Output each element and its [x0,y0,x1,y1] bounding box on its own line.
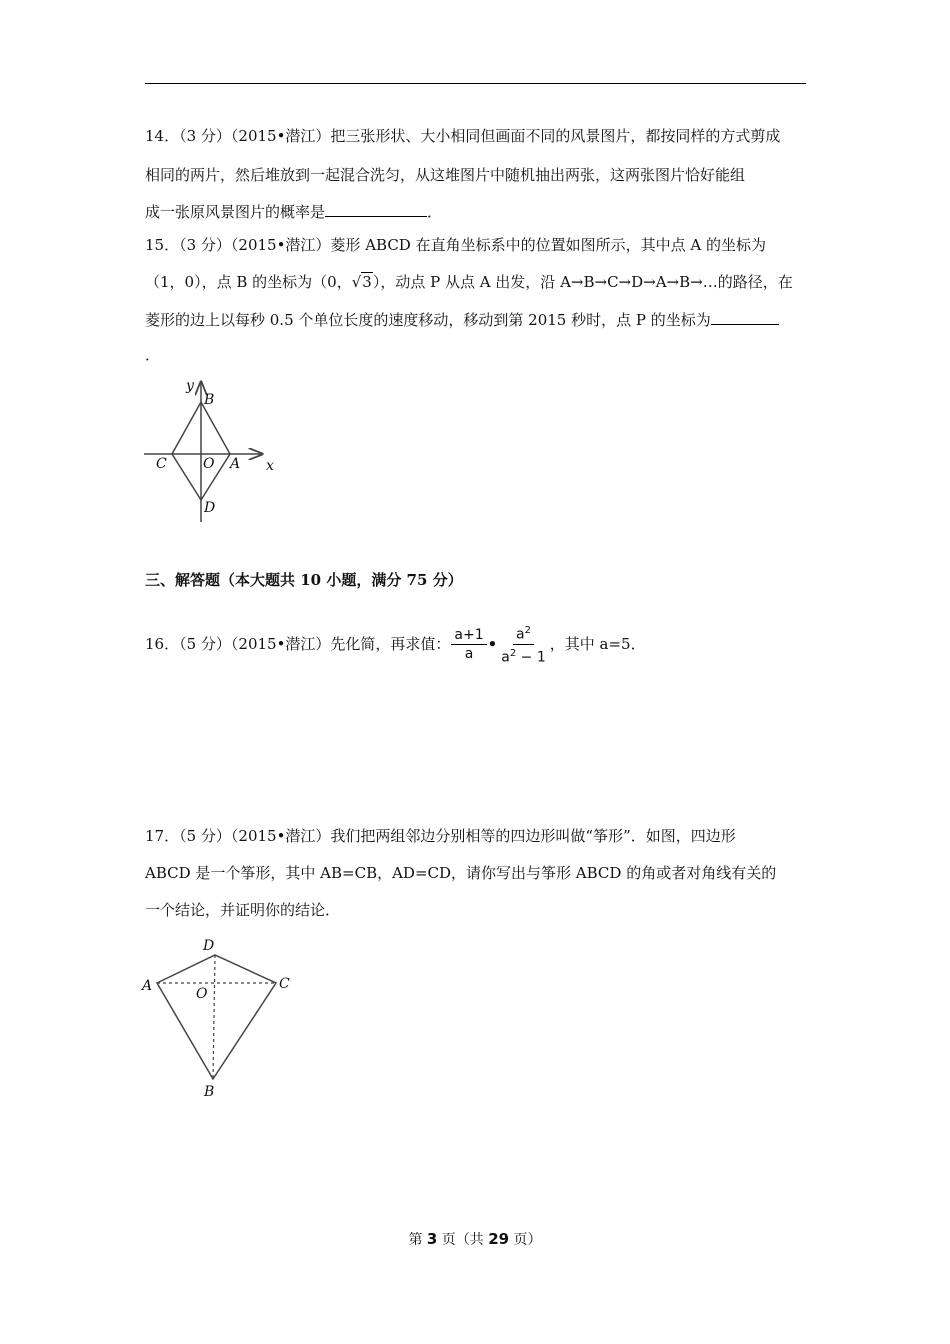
q14-line-3-text: 成一张原风景图片的概率是 [145,203,326,221]
q15-line-3-text: 菱形的边上以每秒 0.5 个单位长度的速度移动，移动到第 2015 秒时，点 P 的坐标为 [145,311,711,329]
q16-line [145,622,646,666]
q15-answer-blank[interactable] [711,310,779,325]
diagonal-bd [213,955,215,1079]
label-b: B [204,392,215,408]
label-b: B [204,1084,215,1100]
kite-abcd [157,955,276,1079]
sqrt-value: 3 [362,273,372,291]
total-pages: 29 [488,1230,510,1248]
q17-line-1: 17．（5 分）（2015•潜江）我们把两组邻边分别相等的四边形叫做“筝形”．如图，四边形 [145,827,736,845]
fraction-1-numerator: a+1 [451,626,486,645]
label-x: x [266,458,274,474]
section-heading: 三、解答题（本大题共 10 小题，满分 75 分） [145,571,463,589]
q16-suffix: ，其中 a=5． [549,635,646,654]
q15-line-3 [145,310,779,330]
fraction-1 [451,626,486,663]
footer-middle: 页（共 [437,1232,489,1248]
fraction-2-denominator: $a^2 - 1$ [501,647,546,666]
q15-line-2 [145,272,793,292]
q14-answer-blank[interactable] [325,202,427,217]
label-d: D [203,938,215,954]
label-d: D [204,500,216,516]
fraction-2 [498,622,549,666]
label-o: O [203,456,215,472]
q17-line-3: 一个结论，并证明你的结论． [145,901,341,919]
fraction-1-denominator: a [464,645,474,662]
q16-prefix: 16．（5 分）（2015•潜江）先化简，再求值： [145,635,451,654]
label-c: C [279,976,290,992]
q15-line-2-start: （1，0），点 B 的坐标为（0， [145,273,352,291]
sqrt-expression: √3 [351,273,372,291]
q14-line-3 [145,202,442,222]
label-a: A [230,456,241,472]
page-footer [0,1229,950,1249]
current-page-number: 3 [426,1230,438,1248]
q14-line-3-end: ． [427,203,443,221]
rhombus-figure [140,372,280,524]
header-rule [145,83,806,84]
label-c: C [156,456,167,472]
q17-line-2: ABCD 是一个筝形，其中 AB=CB，AD=CD，请你写出与筝形 ABCD 的角或者对角线有关的 [145,864,777,882]
fraction-2-numerator: $a^2$ [513,622,534,645]
label-o: O [196,986,208,1002]
multiply-dot: • [487,635,498,654]
q14-line-2: 相同的两片，然后堆放到一起混合洗匀，从这堆图片中随机抽出两张，这两张图片恰好能组 [145,166,746,184]
label-y: y [186,378,194,394]
q15-line-1: 15．（3 分）（2015•潜江）菱形 ABCD 在直角坐标系中的位置如图所示，其中点 A 的坐标为 [145,236,766,254]
footer-prefix: 第 [408,1232,427,1248]
q14-line-1: 14．（3 分）（2015•潜江）把三张形状、大小相同但画面不同的风景图片，都按同样的方式剪成 [145,127,781,145]
label-a: A [142,978,153,994]
q15-line-4: ． [145,346,161,364]
q15-line-2-end: ），动点 P 从点 A 出发，沿 A→B→C→D→A→B→…的路径，在 [372,273,793,291]
footer-suffix: 页） [509,1232,542,1248]
kite-figure [140,932,300,1102]
